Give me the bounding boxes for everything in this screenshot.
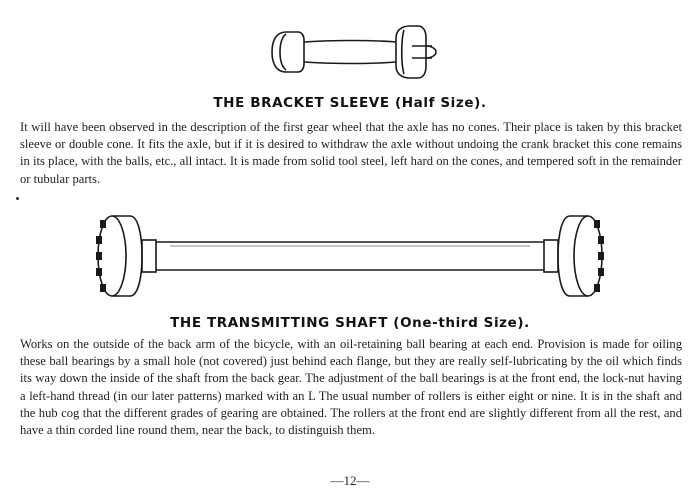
transmitting-shaft-illustration — [90, 206, 610, 306]
bracket-sleeve-paragraph: It will have been observed in the description of the first gear wheel that the axle has no cones. Their place is taken by this bracket sleeve or double cone. It fits the axle, but if it is desired to withdraw the axle without undoing the crank bracket this cone remains in its place, with the balls, etc., all intact. It is made from solid tool steel, left hard on the cones, and tempered soft in the remainder or tubular parts. — [20, 120, 682, 186]
bracket-sleeve-illustration — [262, 16, 442, 88]
bracket-sleeve-heading: THE BRACKET SLEEVE (Half Size). — [213, 95, 487, 111]
page-number: —12— — [330, 473, 370, 488]
ink-speck — [16, 197, 19, 200]
transmitting-shaft-paragraph: Works on the outside of the back arm of the bicycle, with an oil-retaining ball bearing at each end. Provision is made for oiling these ball bearings by a small hole (not covered) just behind each flange, but they are really self-lubricating by the oil which finds its way down the inside of the shaft from the back gear. The adjustment of the ball bearings is at the front end, the lock-nut having a left-hand thread (in our later patterns) marked with an L The usual number of rollers is either eight or nine. It is in the shaft and the hub cog that the different grades of gearing are obtained. The rollers at the front end are slightly different from all the rest, and have a thin corded line round them, near the back, to distinguish them. — [20, 337, 682, 438]
transmitting-shaft-heading: THE TRANSMITTING SHAFT (One-third Size). — [170, 315, 530, 331]
